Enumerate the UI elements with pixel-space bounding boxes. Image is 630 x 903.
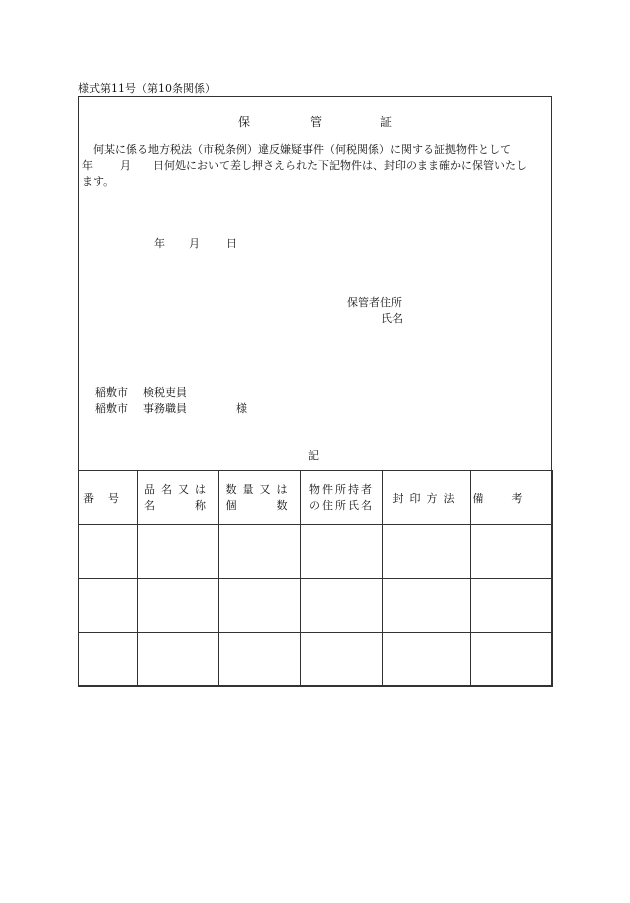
ki-label: 記 xyxy=(308,449,319,462)
header-number xyxy=(79,471,138,525)
table-row xyxy=(79,525,553,579)
custodian-name-label: 氏名 xyxy=(381,312,403,325)
header-owner-line1: 物件所持者 xyxy=(309,482,374,496)
header-item-name-line1: 品名又は xyxy=(144,482,212,496)
table-cell[interactable] xyxy=(138,579,219,633)
header-quantity-line2: 個 数 xyxy=(225,498,294,512)
table-cell[interactable] xyxy=(471,633,553,687)
table-cell[interactable] xyxy=(138,525,219,579)
title-char-3: 証 xyxy=(380,115,393,129)
header-item-name xyxy=(138,471,219,525)
table-cell[interactable] xyxy=(301,633,383,687)
table-cell[interactable] xyxy=(219,525,301,579)
date-year: 年 xyxy=(154,237,165,250)
evidence-items-table xyxy=(78,470,553,687)
header-number-label: 番号 xyxy=(83,491,133,505)
table-cell[interactable] xyxy=(383,579,471,633)
header-remarks-label: 備考 xyxy=(472,491,551,505)
table-cell[interactable] xyxy=(79,579,138,633)
body-line-1: 何某に係る地方税法（市税条例）違反嫌疑事件（何税関係）に関する証拠物件として xyxy=(93,143,511,156)
body-month: 月 xyxy=(120,159,131,172)
header-owner-address xyxy=(301,471,383,525)
recipient-2-role: 事務職員 xyxy=(143,402,187,415)
date-month: 月 xyxy=(189,237,200,250)
header-remarks xyxy=(471,471,553,525)
header-quantity-line1: 数量又は xyxy=(225,482,294,496)
table-cell[interactable] xyxy=(79,633,138,687)
table-cell[interactable] xyxy=(383,525,471,579)
table-row xyxy=(79,579,553,633)
table-cell[interactable] xyxy=(219,633,301,687)
title-char-1: 保 xyxy=(238,115,251,129)
header-item-name-line2: 名 称 xyxy=(144,498,212,512)
table-cell[interactable] xyxy=(219,579,301,633)
recipient-1-org: 稲敷市 xyxy=(95,386,128,399)
table-cell[interactable] xyxy=(301,579,383,633)
header-owner-line2: の住所氏名 xyxy=(309,498,374,512)
body-line-3: ます。 xyxy=(82,175,115,188)
table-cell[interactable] xyxy=(471,525,553,579)
custodian-address-label: 保管者住所 xyxy=(347,296,402,309)
date-day: 日 xyxy=(226,237,237,250)
recipient-1-role: 検税吏員 xyxy=(143,386,187,399)
table-cell[interactable] xyxy=(383,633,471,687)
body-line-2: 日何処において差し押さえられた下記物件は、封印のまま確かに保管いたし xyxy=(153,159,527,172)
table-row xyxy=(79,633,553,687)
recipient-honorific: 様 xyxy=(236,402,247,415)
recipient-2-org: 稲敷市 xyxy=(95,402,128,415)
body-year: 年 xyxy=(82,159,93,172)
title-char-2: 管 xyxy=(310,115,323,129)
header-quantity xyxy=(219,471,301,525)
header-seal-method-label: 封印方法 xyxy=(392,491,461,505)
form-number-label: 様式第11号（第10条関係） xyxy=(78,82,216,95)
table-header-row xyxy=(79,471,553,525)
table-cell[interactable] xyxy=(138,633,219,687)
table-cell[interactable] xyxy=(301,525,383,579)
table-cell[interactable] xyxy=(79,525,138,579)
table-cell[interactable] xyxy=(471,579,553,633)
header-seal-method xyxy=(383,471,471,525)
